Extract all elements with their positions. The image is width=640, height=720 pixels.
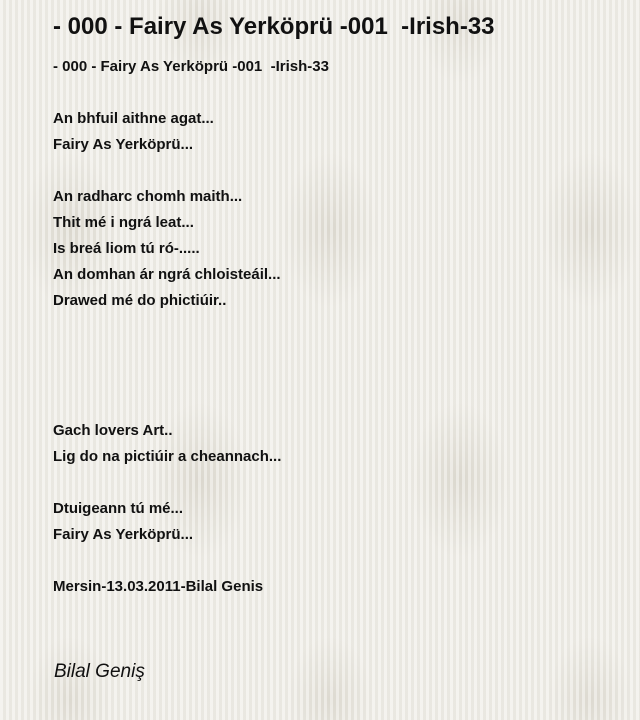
poem-line [53,470,613,496]
poem-body [53,54,613,600]
poem-line [53,158,613,184]
poem-line: Lig do na pictiúir a cheannach... [53,448,282,465]
poem-line [53,314,613,340]
poem-line: Fairy As Yerköprü... [53,136,194,153]
poem-title: - 000 - Fairy As Yerköprü -001 -Irish-33 [53,13,495,40]
poem-line: - 000 - Fairy As Yerköprü -001 -Irish-33 [53,58,329,75]
poem-line: Drawed mé do phictiúir.. [53,292,227,309]
author-name: Bilal Geniş [54,661,145,682]
poem-line: An bhfuil aithne agat... [53,110,214,127]
poem-line [53,80,613,106]
poem-line [53,548,613,574]
poem-line: Mersin-13.03.2011-Bilal Genis [53,578,264,595]
poem-line: Is breá liom tú ró-..... [53,240,200,257]
poem-line: Gach lovers Art.. [53,422,173,439]
poem-line: An domhan ár ngrá chloisteáil... [53,266,281,283]
poem-line: Dtuigeann tú mé... [53,500,184,517]
poem-line [53,366,613,392]
poem-line [53,340,613,366]
poem-line: An radharc chomh maith... [53,188,243,205]
poem-line: Fairy As Yerköprü... [53,526,194,543]
poem-line [53,392,613,418]
poem-line: Thit mé i ngrá leat... [53,214,194,231]
